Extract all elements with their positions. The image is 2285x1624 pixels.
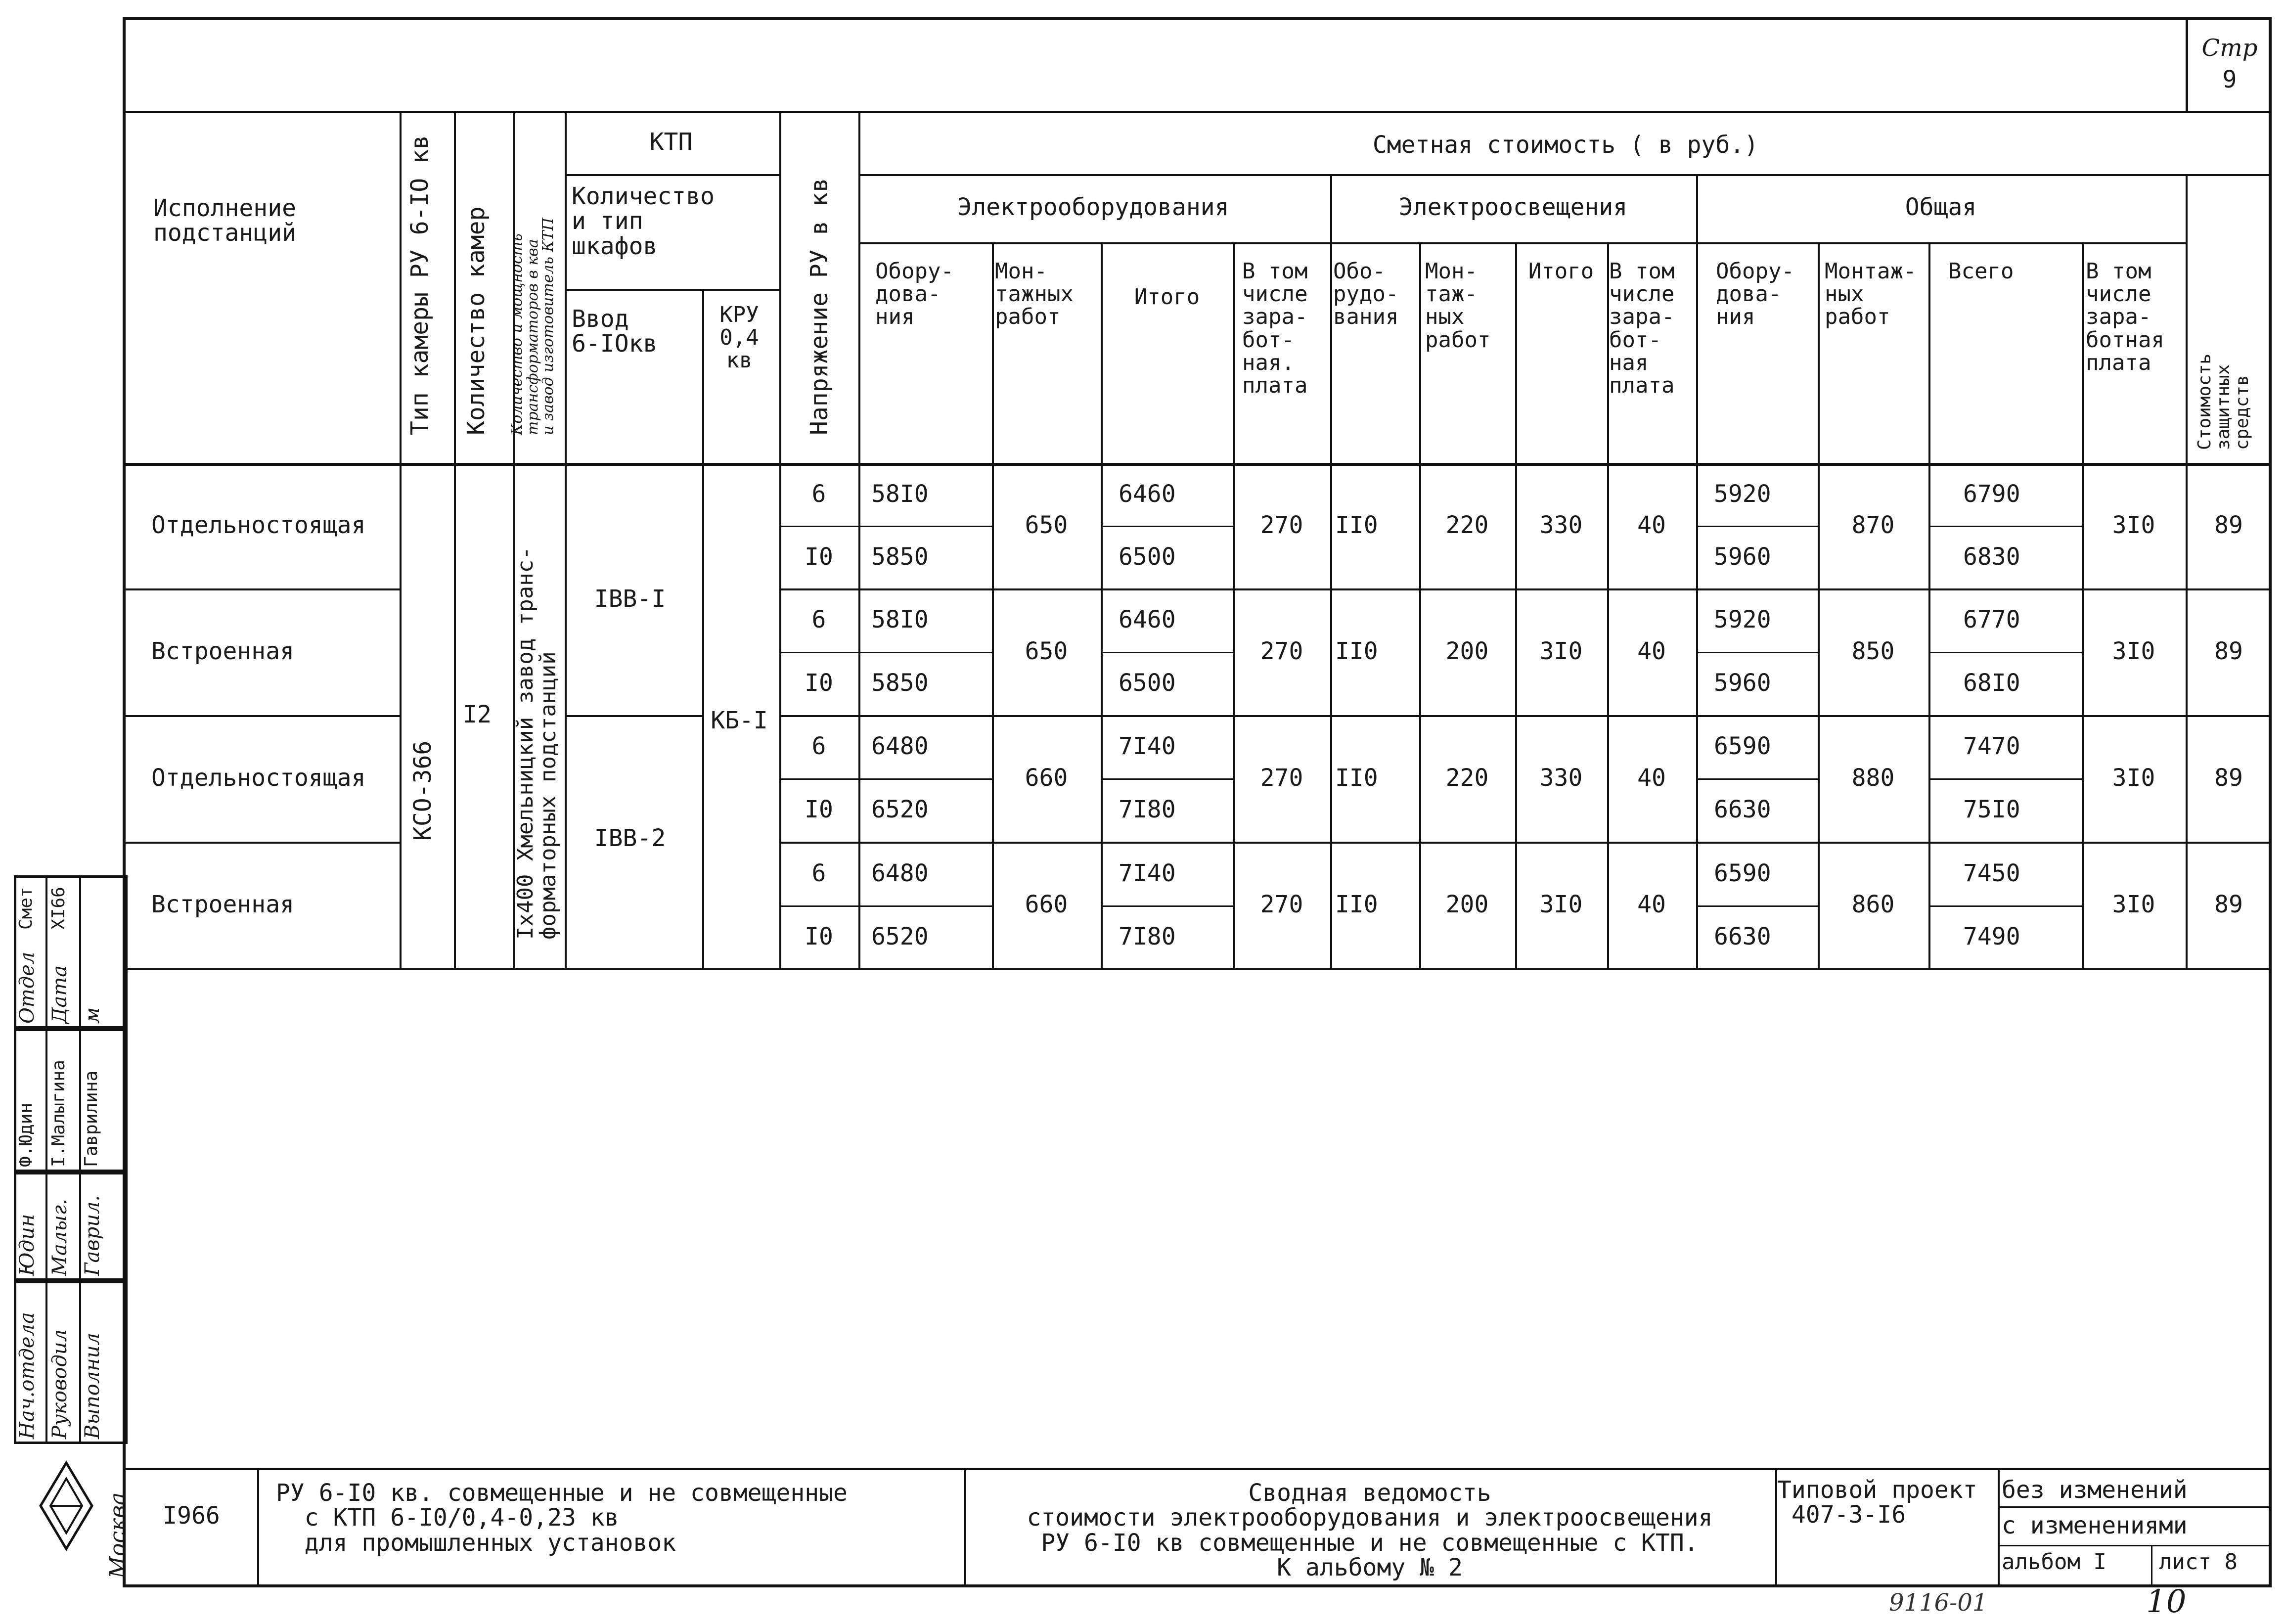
- row-l-wage: 40: [1637, 511, 1666, 539]
- row-equip: 58I0: [871, 480, 929, 508]
- header-cabinets: Количество и тип шкафов: [572, 182, 715, 260]
- grid-line: [858, 111, 860, 968]
- row-l-equip: II0: [1335, 891, 1378, 918]
- row-t-all: 7490: [1963, 922, 2020, 950]
- grid-line: [858, 526, 992, 527]
- page-label: Стр: [2201, 34, 2258, 62]
- stamp-m: м: [81, 1007, 104, 1024]
- row-mount: 660: [1025, 764, 1068, 792]
- row-t-equip: 6630: [1714, 922, 1771, 950]
- stamp-signature: Юдин: [16, 1214, 39, 1276]
- grid-line: [1101, 242, 1103, 968]
- row-equip: 6480: [871, 732, 929, 760]
- row-t-equip: 5960: [1714, 669, 1771, 697]
- row-l-mount: 220: [1445, 764, 1489, 792]
- tb-subject: РУ 6-I0 кв. совмещенные и не совмещенные с КТП 6-I0/0,4-0,23 кв для промышленных установок: [276, 1479, 848, 1557]
- grid-line: [779, 588, 2272, 590]
- grid-line: [1696, 778, 1818, 780]
- row-t-all: 6830: [1963, 542, 2020, 571]
- header-t-wage: В том числе зара- ботная плата: [2086, 259, 2164, 375]
- grid-line: [1928, 526, 2082, 527]
- row-protect: 89: [2214, 891, 2243, 918]
- drawing-frame: [123, 17, 2272, 1587]
- grid-line: [2186, 174, 2188, 968]
- grid-line: [2186, 20, 2188, 111]
- header-execution: Исполнение подстанций: [153, 194, 296, 247]
- grid-line: [1233, 242, 1235, 968]
- grid-line: [125, 111, 2272, 113]
- grid-line: [779, 842, 2272, 844]
- grid-line: [858, 905, 992, 907]
- row-wage: 270: [1260, 511, 1303, 539]
- header-kru: КРУ 0,4 кв: [719, 302, 759, 373]
- grid-line: [565, 289, 779, 291]
- input-ibb2: IBB-2: [594, 824, 666, 852]
- row-execution: Отдельностоящая: [151, 511, 366, 539]
- tb-project: Типовой проект 407-3-I6: [1777, 1476, 1977, 1529]
- tb-doc-title: Сводная ведомость стоимости электрооборудования и электроосвещения РУ 6-I0 кв совмещенные и не совмещенные с КТП. К альбому № 2: [1027, 1479, 1713, 1582]
- stamp-date: XI66: [48, 887, 69, 930]
- row-wage: 270: [1260, 637, 1303, 665]
- row-voltage: 6: [811, 480, 826, 508]
- row-itogo: 7I40: [1119, 732, 1176, 760]
- header-l-itogo: Итого: [1528, 259, 1594, 284]
- row-equip: 6520: [871, 922, 929, 950]
- grid-line: [858, 242, 2186, 244]
- grid-line: [702, 289, 704, 968]
- row-equip: 6480: [871, 859, 929, 887]
- stamp-name: Гаврилина: [81, 1070, 101, 1167]
- grid-line: [858, 778, 992, 780]
- tb-with-changes: с изменениями: [2002, 1512, 2188, 1539]
- row-l-mount: 200: [1445, 637, 1489, 665]
- row-t-all: 6770: [1963, 606, 2020, 633]
- row-itogo: 6460: [1119, 606, 1176, 633]
- grid-line: [1101, 778, 1233, 780]
- row-t-all: 7450: [1963, 859, 2020, 887]
- row-wage: 270: [1260, 891, 1303, 918]
- grid-line: [565, 715, 702, 717]
- tb-album: альбом I: [2002, 1549, 2106, 1575]
- header-l-mount: Мон- таж- ных работ: [1425, 259, 1491, 353]
- grid-line: [779, 715, 2272, 717]
- row-itogo: 6500: [1119, 669, 1176, 697]
- row-itogo: 7I80: [1119, 922, 1176, 950]
- grid-line: [1330, 174, 1332, 968]
- header-l-equip: Обо- рудо- вания: [1333, 259, 1399, 330]
- row-l-wage: 40: [1637, 764, 1666, 792]
- row-itogo: 6460: [1119, 480, 1176, 508]
- stamp-date-label: Дата: [48, 965, 71, 1024]
- grid-line: [565, 174, 779, 176]
- row-voltage: I0: [805, 542, 833, 571]
- tb-year: I966: [163, 1502, 220, 1530]
- row-t-equip: 6590: [1714, 859, 1771, 887]
- grid-line: [454, 111, 456, 968]
- cell-count-value: I2: [463, 701, 492, 728]
- grid-line: [2151, 1545, 2152, 1587]
- grid-line: [1928, 778, 2082, 780]
- grid-line: [1696, 652, 1818, 653]
- row-equip: 5850: [871, 669, 929, 697]
- stamp-role: Руководил: [48, 1329, 71, 1439]
- row-t-wage: 3I0: [2112, 637, 2155, 665]
- row-l-itogo: 3I0: [1539, 891, 1583, 918]
- header-t-equip: Обору- дова- ния: [1716, 259, 1794, 330]
- grid-line: [858, 174, 2272, 176]
- row-voltage: I0: [805, 669, 833, 697]
- row-voltage: 6: [811, 606, 826, 633]
- grid-line: [2082, 242, 2084, 968]
- row-voltage: I0: [805, 796, 833, 823]
- stamp-role: Нач.отдела: [16, 1312, 39, 1439]
- row-l-wage: 40: [1637, 637, 1666, 665]
- footer-page: 10: [2146, 1583, 2187, 1620]
- grid-line: [1928, 652, 2082, 653]
- row-t-all: 6790: [1963, 480, 2020, 508]
- row-t-mount: 850: [1851, 637, 1895, 665]
- row-voltage: I0: [805, 922, 833, 950]
- stamp-signature: Гаврил.: [81, 1195, 104, 1276]
- header-equip: Обору- дова- ния: [875, 259, 954, 330]
- row-t-all: 75I0: [1963, 796, 2020, 823]
- stamp-name: I.Малыгина: [48, 1060, 69, 1167]
- grid-line: [1928, 905, 2082, 907]
- grid-line: [1696, 174, 1698, 968]
- header-t-all: Всего: [1948, 259, 2014, 284]
- stamp-name: Ф.Юдин: [16, 1102, 36, 1167]
- row-t-mount: 860: [1851, 891, 1895, 918]
- grid-line: [125, 968, 2272, 970]
- grid-line: [125, 463, 2272, 466]
- grid-line: [125, 842, 400, 844]
- grid-line: [1419, 242, 1421, 968]
- row-itogo: 6500: [1119, 542, 1176, 571]
- row-mount: 650: [1025, 511, 1068, 539]
- stamp-dept-label: Отдел: [16, 951, 39, 1024]
- header-voltage: Напряжение РУ в кв: [806, 178, 833, 435]
- header-itogo: Итого: [1134, 284, 1200, 310]
- row-equip: 6520: [871, 796, 929, 823]
- row-t-equip: 5920: [1714, 606, 1771, 633]
- row-l-equip: II0: [1335, 637, 1378, 665]
- page-number: 9: [2222, 66, 2237, 93]
- grid-line: [1101, 526, 1233, 527]
- header-mount: Мон- тажных работ: [995, 259, 1074, 330]
- tb-city: Москва: [105, 1492, 131, 1579]
- row-execution: Встроенная: [151, 637, 294, 665]
- row-itogo: 7I80: [1119, 796, 1176, 823]
- row-t-wage: 3I0: [2112, 891, 2155, 918]
- header-t-mount: Монтаж- ных работ: [1825, 259, 1917, 330]
- row-t-mount: 870: [1851, 511, 1895, 539]
- row-l-wage: 40: [1637, 891, 1666, 918]
- header-l-wage: В том числе зара- бот- ная плата: [1609, 259, 1675, 398]
- header-electro: Электрооборудования: [957, 193, 1229, 221]
- row-t-equip: 5920: [1714, 480, 1771, 508]
- header-wage: В том числе зара- бот- ная. плата: [1242, 259, 1308, 398]
- grid-line: [779, 652, 858, 653]
- grid-line: [257, 1468, 259, 1587]
- input-ibb1: IBB-I: [594, 585, 666, 613]
- transformer-value: Iх400 Хмельницкий завод транс- форматорных подстанций: [513, 546, 561, 940]
- stamp-line: [45, 875, 47, 1444]
- tb-no-changes: без изменений: [2002, 1476, 2188, 1504]
- header-estimate: Сметная стоимость ( в руб.): [1372, 131, 1759, 159]
- row-t-equip: 6590: [1714, 732, 1771, 760]
- row-protect: 89: [2214, 764, 2243, 792]
- row-mount: 660: [1025, 891, 1068, 918]
- row-voltage: 6: [811, 859, 826, 887]
- grid-line: [1818, 242, 1820, 968]
- tb-sheet: лист 8: [2159, 1549, 2238, 1575]
- row-protect: 89: [2214, 511, 2243, 539]
- row-protect: 89: [2214, 637, 2243, 665]
- grid-line: [1928, 242, 1930, 968]
- row-voltage: 6: [811, 732, 826, 760]
- row-l-itogo: 330: [1539, 764, 1583, 792]
- grid-line: [1696, 526, 1818, 527]
- footer-inventory: 9116-01: [1889, 1589, 1988, 1617]
- row-l-mount: 200: [1445, 891, 1489, 918]
- row-mount: 650: [1025, 637, 1068, 665]
- grid-line: [1998, 1545, 2272, 1546]
- row-t-mount: 880: [1851, 764, 1895, 792]
- grid-line: [992, 242, 994, 968]
- grid-line: [779, 111, 781, 968]
- row-t-equip: 5960: [1714, 542, 1771, 571]
- institute-emblem-icon: [37, 1459, 96, 1553]
- grid-line: [1998, 1506, 2272, 1508]
- grid-line: [400, 111, 402, 968]
- grid-line: [779, 526, 858, 527]
- kru-value: КБ-I: [711, 707, 768, 734]
- header-total: Общая: [1905, 193, 1977, 221]
- grid-line: [858, 652, 992, 653]
- row-l-itogo: 3I0: [1539, 637, 1583, 665]
- cell-type-value: КСО-366: [409, 740, 437, 841]
- row-l-equip: II0: [1335, 764, 1378, 792]
- row-equip: 58I0: [871, 606, 929, 633]
- grid-line: [125, 715, 400, 717]
- header-input: Ввод 6-IOкв: [572, 305, 658, 358]
- row-l-itogo: 330: [1539, 511, 1583, 539]
- row-itogo: 7I40: [1119, 859, 1176, 887]
- grid-line: [125, 588, 400, 590]
- row-l-equip: II0: [1335, 511, 1378, 539]
- stamp-role: Выполнил: [81, 1333, 104, 1439]
- row-t-wage: 3I0: [2112, 764, 2155, 792]
- row-equip: 5850: [871, 542, 929, 571]
- row-l-mount: 220: [1445, 511, 1489, 539]
- grid-line: [1696, 905, 1818, 907]
- stamp-signature: Малыг.: [48, 1199, 71, 1276]
- row-wage: 270: [1260, 764, 1303, 792]
- row-t-all: 7470: [1963, 732, 2020, 760]
- row-t-wage: 3I0: [2112, 511, 2155, 539]
- header-cell-count: Количество камер: [462, 206, 490, 435]
- row-t-all: 68I0: [1963, 669, 2020, 697]
- grid-line: [779, 905, 858, 907]
- header-ktp: КТП: [649, 128, 693, 156]
- grid-line: [779, 778, 858, 780]
- grid-line: [1101, 905, 1233, 907]
- grid-line: [1998, 1468, 2000, 1587]
- row-execution: Встроенная: [151, 891, 294, 918]
- header-protect: Стоимость защитных средств: [2195, 353, 2252, 450]
- row-execution: Отдельностоящая: [151, 764, 366, 792]
- grid-line: [125, 1468, 2272, 1470]
- grid-line: [1101, 652, 1233, 653]
- header-transformer: Количество и мощность трансформаторов в ква и завод изготовитель КТП: [508, 218, 557, 435]
- stamp-dept: Смет: [16, 887, 36, 930]
- grid-line: [1515, 242, 1517, 968]
- header-lighting: Электроосвещения: [1398, 193, 1628, 221]
- row-t-equip: 6630: [1714, 796, 1771, 823]
- header-cell-type: Тип камеры РУ 6-IO кв: [406, 135, 434, 435]
